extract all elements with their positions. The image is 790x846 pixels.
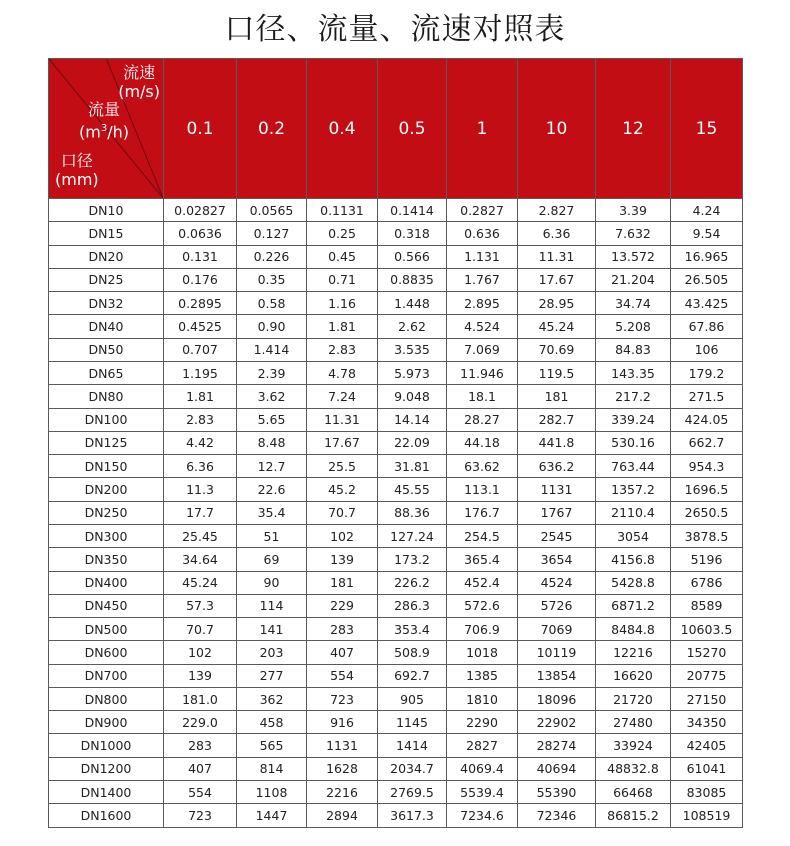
flow-value-cell: 3617.3 (378, 804, 447, 828)
flow-value-cell: 5539.4 (447, 781, 518, 804)
flow-value-cell: 254.5 (447, 524, 518, 547)
flow-value-cell: 226.2 (378, 571, 447, 594)
flow-value-cell: 0.2827 (447, 199, 518, 222)
flow-value-cell: 66468 (596, 781, 671, 804)
flow-value-cell: 0.0636 (164, 222, 237, 245)
flow-value-cell: 3654 (518, 548, 596, 571)
flow-value-cell: 28.27 (447, 408, 518, 431)
flow-value-cell: 0.226 (237, 245, 307, 268)
flow-value-cell: 43.425 (671, 292, 743, 315)
flow-value-cell: 283 (307, 618, 378, 641)
flow-value-cell: 572.6 (447, 594, 518, 617)
table-body (49, 199, 743, 828)
flow-value-cell: 2650.5 (671, 501, 743, 524)
flow-value-cell: 1385 (447, 664, 518, 687)
flow-value-cell: 88.36 (378, 501, 447, 524)
flow-value-cell: 3.535 (378, 338, 447, 361)
flow-value-cell: 6.36 (164, 455, 237, 478)
flow-value-cell: 1131 (307, 734, 378, 757)
flow-value-cell: 70.69 (518, 338, 596, 361)
flow-value-cell: 14.14 (378, 408, 447, 431)
flow-value-cell: 6786 (671, 571, 743, 594)
flow-value-cell: 277 (237, 664, 307, 687)
pipe-size-cell: DN15 (49, 222, 164, 245)
flow-value-cell: 10603.5 (671, 618, 743, 641)
flow-value-cell: 1810 (447, 687, 518, 710)
flow-value-cell: 0.90 (237, 315, 307, 338)
flow-value-cell: 424.05 (671, 408, 743, 431)
flow-value-cell: 2110.4 (596, 501, 671, 524)
flow-value-cell: 27480 (596, 711, 671, 734)
flow-value-cell: 565 (237, 734, 307, 757)
flow-value-cell: 2545 (518, 524, 596, 547)
table-row (49, 478, 743, 501)
flow-value-cell: 3.62 (237, 385, 307, 408)
flow-value-cell: 83085 (671, 781, 743, 804)
flow-value-cell: 84.83 (596, 338, 671, 361)
flow-value-cell: 0.58 (237, 292, 307, 315)
flow-value-cell: 0.0565 (237, 199, 307, 222)
velocity-header: 0.5 (378, 59, 447, 199)
flow-value-cell: 217.2 (596, 385, 671, 408)
flow-value-cell: 2.83 (164, 408, 237, 431)
flow-value-cell: 2.39 (237, 361, 307, 384)
flow-value-cell: 119.5 (518, 361, 596, 384)
flow-value-cell: 55390 (518, 781, 596, 804)
flow-value-cell: 1767 (518, 501, 596, 524)
table-row (49, 571, 743, 594)
table-row (49, 408, 743, 431)
pipe-size-cell: DN500 (49, 618, 164, 641)
flow-value-cell: 353.4 (378, 618, 447, 641)
flow-value-cell: 0.02827 (164, 199, 237, 222)
flow-value-cell: 12216 (596, 641, 671, 664)
flow-value-cell: 34.74 (596, 292, 671, 315)
flow-value-cell: 8589 (671, 594, 743, 617)
flow-value-cell: 102 (164, 641, 237, 664)
flow-value-cell: 636.2 (518, 455, 596, 478)
velocity-header: 1 (447, 59, 518, 199)
flow-value-cell: 45.55 (378, 478, 447, 501)
flow-value-cell: 441.8 (518, 431, 596, 454)
flow-value-cell: 229 (307, 594, 378, 617)
velocity-header: 15 (671, 59, 743, 199)
table-row (49, 664, 743, 687)
header-corner-cell (49, 59, 164, 199)
flow-value-cell: 0.707 (164, 338, 237, 361)
pipe-size-cell: DN50 (49, 338, 164, 361)
flow-value-cell: 407 (307, 641, 378, 664)
flow-value-cell: 3878.5 (671, 524, 743, 547)
flow-value-cell: 7.632 (596, 222, 671, 245)
flow-value-cell: 69 (237, 548, 307, 571)
pipe-size-cell: DN40 (49, 315, 164, 338)
flow-value-cell: 51 (237, 524, 307, 547)
flow-value-cell: 22.6 (237, 478, 307, 501)
flow-value-cell: 692.7 (378, 664, 447, 687)
flow-value-cell: 916 (307, 711, 378, 734)
flow-value-cell: 31.81 (378, 455, 447, 478)
flow-value-cell: 8484.8 (596, 618, 671, 641)
table-row (49, 548, 743, 571)
flow-value-cell: 63.62 (447, 455, 518, 478)
flow-value-cell: 176.7 (447, 501, 518, 524)
pipe-size-cell: DN100 (49, 408, 164, 431)
conversion-table (48, 58, 743, 828)
flow-value-cell: 0.176 (164, 268, 237, 291)
flow-value-cell: 5196 (671, 548, 743, 571)
flow-value-cell: 102 (307, 524, 378, 547)
flow-value-cell: 18096 (518, 687, 596, 710)
flow-value-cell: 905 (378, 687, 447, 710)
table-row (49, 315, 743, 338)
flow-value-cell: 229.0 (164, 711, 237, 734)
flow-value-cell: 339.24 (596, 408, 671, 431)
flow-value-cell: 7069 (518, 618, 596, 641)
flow-value-cell: 181 (518, 385, 596, 408)
pipe-size-cell: DN1000 (49, 734, 164, 757)
flow-value-cell: 13.572 (596, 245, 671, 268)
flow-value-cell: 45.24 (164, 571, 237, 594)
table-row (49, 199, 743, 222)
flow-value-cell: 662.7 (671, 431, 743, 454)
flow-value-cell: 7.24 (307, 385, 378, 408)
flow-value-cell: 530.16 (596, 431, 671, 454)
flow-value-cell: 13854 (518, 664, 596, 687)
pipe-size-cell: DN20 (49, 245, 164, 268)
flow-value-cell: 1357.2 (596, 478, 671, 501)
flow-value-cell: 723 (164, 804, 237, 828)
pipe-size-cell: DN80 (49, 385, 164, 408)
flow-value-cell: 362 (237, 687, 307, 710)
pipe-size-cell: DN250 (49, 501, 164, 524)
flow-value-cell: 9.54 (671, 222, 743, 245)
flow-value-cell: 706.9 (447, 618, 518, 641)
pipe-size-cell: DN1600 (49, 804, 164, 828)
flow-value-cell: 67.86 (671, 315, 743, 338)
flow-value-cell: 814 (237, 757, 307, 780)
pipe-size-cell: DN450 (49, 594, 164, 617)
flow-value-cell: 1.16 (307, 292, 378, 315)
flow-value-cell: 2.895 (447, 292, 518, 315)
flow-value-cell: 16.965 (671, 245, 743, 268)
flow-value-cell: 0.45 (307, 245, 378, 268)
flow-value-cell: 271.5 (671, 385, 743, 408)
flow-value-cell: 954.3 (671, 455, 743, 478)
flow-value-cell: 0.566 (378, 245, 447, 268)
flow-value-cell: 1145 (378, 711, 447, 734)
flow-value-cell: 90 (237, 571, 307, 594)
flow-value-cell: 7234.6 (447, 804, 518, 828)
flow-value-cell: 15270 (671, 641, 743, 664)
table-row (49, 781, 743, 804)
table-row (49, 618, 743, 641)
flow-value-cell: 127.24 (378, 524, 447, 547)
flow-value-cell: 17.67 (307, 431, 378, 454)
flow-value-cell: 34350 (671, 711, 743, 734)
flow-value-cell: 28.95 (518, 292, 596, 315)
flow-value-cell: 181 (307, 571, 378, 594)
flow-value-cell: 365.4 (447, 548, 518, 571)
flow-value-cell: 1414 (378, 734, 447, 757)
flow-value-cell: 25.5 (307, 455, 378, 478)
velocity-axis-label: 流速 (m/s) (118, 63, 160, 101)
velocity-header: 0.1 (164, 59, 237, 199)
table-row (49, 804, 743, 828)
flow-value-cell: 0.71 (307, 268, 378, 291)
table-row (49, 222, 743, 245)
flow-value-cell: 6871.2 (596, 594, 671, 617)
flow-value-cell: 17.67 (518, 268, 596, 291)
flow-value-cell: 1.448 (378, 292, 447, 315)
flow-value-cell: 72346 (518, 804, 596, 828)
flow-value-cell: 763.44 (596, 455, 671, 478)
flow-value-cell: 0.25 (307, 222, 378, 245)
flow-axis-label: 流量 $(m^3/h)$ (79, 100, 129, 142)
flow-value-cell: 0.318 (378, 222, 447, 245)
flow-value-cell: 4069.4 (447, 757, 518, 780)
flow-value-cell: 106 (671, 338, 743, 361)
flow-value-cell: 282.7 (518, 408, 596, 431)
flow-value-cell: 508.9 (378, 641, 447, 664)
table-row (49, 268, 743, 291)
flow-value-cell: 458 (237, 711, 307, 734)
flow-value-cell: 1447 (237, 804, 307, 828)
flow-value-cell: 7.069 (447, 338, 518, 361)
pipe-size-cell: DN1400 (49, 781, 164, 804)
table-row (49, 757, 743, 780)
table-row (49, 734, 743, 757)
flow-value-cell: 1108 (237, 781, 307, 804)
flow-value-cell: 4.42 (164, 431, 237, 454)
pipe-size-cell: DN125 (49, 431, 164, 454)
flow-value-cell: 27150 (671, 687, 743, 710)
flow-value-cell: 139 (307, 548, 378, 571)
flow-value-cell: 179.2 (671, 361, 743, 384)
flow-value-cell: 22.09 (378, 431, 447, 454)
flow-value-cell: 61041 (671, 757, 743, 780)
flow-value-cell: 8.48 (237, 431, 307, 454)
flow-value-cell: 1.195 (164, 361, 237, 384)
flow-value-cell: 0.636 (447, 222, 518, 245)
flow-value-cell: 0.4525 (164, 315, 237, 338)
size-axis-label: 口径 (mm) (55, 151, 99, 189)
pipe-size-cell: DN150 (49, 455, 164, 478)
velocity-header: 10 (518, 59, 596, 199)
flow-value-cell: 4.524 (447, 315, 518, 338)
velocity-header: 12 (596, 59, 671, 199)
table-row (49, 711, 743, 734)
flow-value-cell: 17.7 (164, 501, 237, 524)
flow-value-cell: 203 (237, 641, 307, 664)
flow-value-cell: 11.31 (518, 245, 596, 268)
flow-value-cell: 0.2895 (164, 292, 237, 315)
flow-value-cell: 26.505 (671, 268, 743, 291)
flow-value-cell: 2.83 (307, 338, 378, 361)
flow-value-cell: 2894 (307, 804, 378, 828)
flow-value-cell: 28274 (518, 734, 596, 757)
flow-value-cell: 114 (237, 594, 307, 617)
flow-value-cell: 57.3 (164, 594, 237, 617)
flow-value-cell: 5.208 (596, 315, 671, 338)
table-row (49, 292, 743, 315)
flow-value-cell: 22902 (518, 711, 596, 734)
flow-value-cell: 0.1414 (378, 199, 447, 222)
flow-value-cell: 18.1 (447, 385, 518, 408)
flow-value-cell: 4156.8 (596, 548, 671, 571)
flow-value-cell: 0.127 (237, 222, 307, 245)
flow-value-cell: 141 (237, 618, 307, 641)
flow-value-cell: 1628 (307, 757, 378, 780)
pipe-size-cell: DN32 (49, 292, 164, 315)
flow-value-cell: 1.131 (447, 245, 518, 268)
flow-value-cell: 1.414 (237, 338, 307, 361)
flow-value-cell: 5428.8 (596, 571, 671, 594)
flow-value-cell: 5726 (518, 594, 596, 617)
flow-value-cell: 25.45 (164, 524, 237, 547)
pipe-size-cell: DN200 (49, 478, 164, 501)
flow-value-cell: 3.39 (596, 199, 671, 222)
flow-value-cell: 181.0 (164, 687, 237, 710)
flow-value-cell: 554 (164, 781, 237, 804)
flow-value-cell: 2.62 (378, 315, 447, 338)
flow-value-cell: 0.131 (164, 245, 237, 268)
pipe-size-cell: DN700 (49, 664, 164, 687)
flow-value-cell: 11.946 (447, 361, 518, 384)
flow-value-cell: 40694 (518, 757, 596, 780)
flow-value-cell: 173.2 (378, 548, 447, 571)
flow-value-cell: 44.18 (447, 431, 518, 454)
header-row (49, 59, 743, 199)
flow-value-cell: 1131 (518, 478, 596, 501)
flow-value-cell: 5.973 (378, 361, 447, 384)
table-row (49, 338, 743, 361)
flow-value-cell: 143.35 (596, 361, 671, 384)
pipe-size-cell: DN65 (49, 361, 164, 384)
flow-value-cell: 0.8835 (378, 268, 447, 291)
flow-value-cell: 283 (164, 734, 237, 757)
flow-value-cell: 6.36 (518, 222, 596, 245)
flow-value-cell: 35.4 (237, 501, 307, 524)
flow-value-cell: 21720 (596, 687, 671, 710)
flow-value-cell: 2290 (447, 711, 518, 734)
velocity-header: 0.2 (237, 59, 307, 199)
pipe-size-cell: DN900 (49, 711, 164, 734)
flow-value-cell: 21.204 (596, 268, 671, 291)
table-row (49, 687, 743, 710)
flow-value-cell: 70.7 (307, 501, 378, 524)
table-row (49, 245, 743, 268)
pipe-size-cell: DN800 (49, 687, 164, 710)
flow-value-cell: 70.7 (164, 618, 237, 641)
pipe-size-cell: DN600 (49, 641, 164, 664)
flow-value-cell: 4.78 (307, 361, 378, 384)
table-row (49, 455, 743, 478)
flow-value-cell: 10119 (518, 641, 596, 664)
table-row (49, 594, 743, 617)
flow-value-cell: 0.1131 (307, 199, 378, 222)
flow-value-cell: 45.24 (518, 315, 596, 338)
pipe-size-cell: DN400 (49, 571, 164, 594)
flow-value-cell: 5.65 (237, 408, 307, 431)
pipe-size-cell: DN25 (49, 268, 164, 291)
flow-value-cell: 9.048 (378, 385, 447, 408)
flow-value-cell: 3054 (596, 524, 671, 547)
flow-value-cell: 1.81 (164, 385, 237, 408)
table-row (49, 524, 743, 547)
flow-value-cell: 34.64 (164, 548, 237, 571)
flow-value-cell: 86815.2 (596, 804, 671, 828)
flow-value-cell: 1018 (447, 641, 518, 664)
flow-value-cell: 108519 (671, 804, 743, 828)
flow-value-cell: 2769.5 (378, 781, 447, 804)
flow-value-cell: 139 (164, 664, 237, 687)
table-row (49, 431, 743, 454)
flow-value-cell: 0.35 (237, 268, 307, 291)
flow-value-cell: 2034.7 (378, 757, 447, 780)
flow-value-cell: 2216 (307, 781, 378, 804)
pipe-size-cell: DN1200 (49, 757, 164, 780)
flow-value-cell: 4.24 (671, 199, 743, 222)
flow-value-cell: 48832.8 (596, 757, 671, 780)
flow-value-cell: 45.2 (307, 478, 378, 501)
flow-value-cell: 12.7 (237, 455, 307, 478)
pipe-size-cell: DN300 (49, 524, 164, 547)
table-row (49, 385, 743, 408)
flow-value-cell: 2.827 (518, 199, 596, 222)
flow-value-cell: 11.3 (164, 478, 237, 501)
flow-value-cell: 4524 (518, 571, 596, 594)
flow-value-cell: 20775 (671, 664, 743, 687)
flow-value-cell: 723 (307, 687, 378, 710)
pipe-size-cell: DN10 (49, 199, 164, 222)
flow-value-cell: 286.3 (378, 594, 447, 617)
flow-value-cell: 113.1 (447, 478, 518, 501)
flow-value-cell: 16620 (596, 664, 671, 687)
flow-value-cell: 554 (307, 664, 378, 687)
page-title: 口径、流量、流速对照表 (224, 12, 566, 47)
flow-value-cell: 2827 (447, 734, 518, 757)
flow-value-cell: 11.31 (307, 408, 378, 431)
flow-value-cell: 1696.5 (671, 478, 743, 501)
pipe-size-cell: DN350 (49, 548, 164, 571)
flow-value-cell: 42405 (671, 734, 743, 757)
flow-value-cell: 407 (164, 757, 237, 780)
table-row (49, 361, 743, 384)
flow-value-cell: 1.767 (447, 268, 518, 291)
table-row (49, 501, 743, 524)
velocity-header: 0.4 (307, 59, 378, 199)
flow-value-cell: 452.4 (447, 571, 518, 594)
flow-value-cell: 33924 (596, 734, 671, 757)
flow-value-cell: 1.81 (307, 315, 378, 338)
table-row (49, 641, 743, 664)
